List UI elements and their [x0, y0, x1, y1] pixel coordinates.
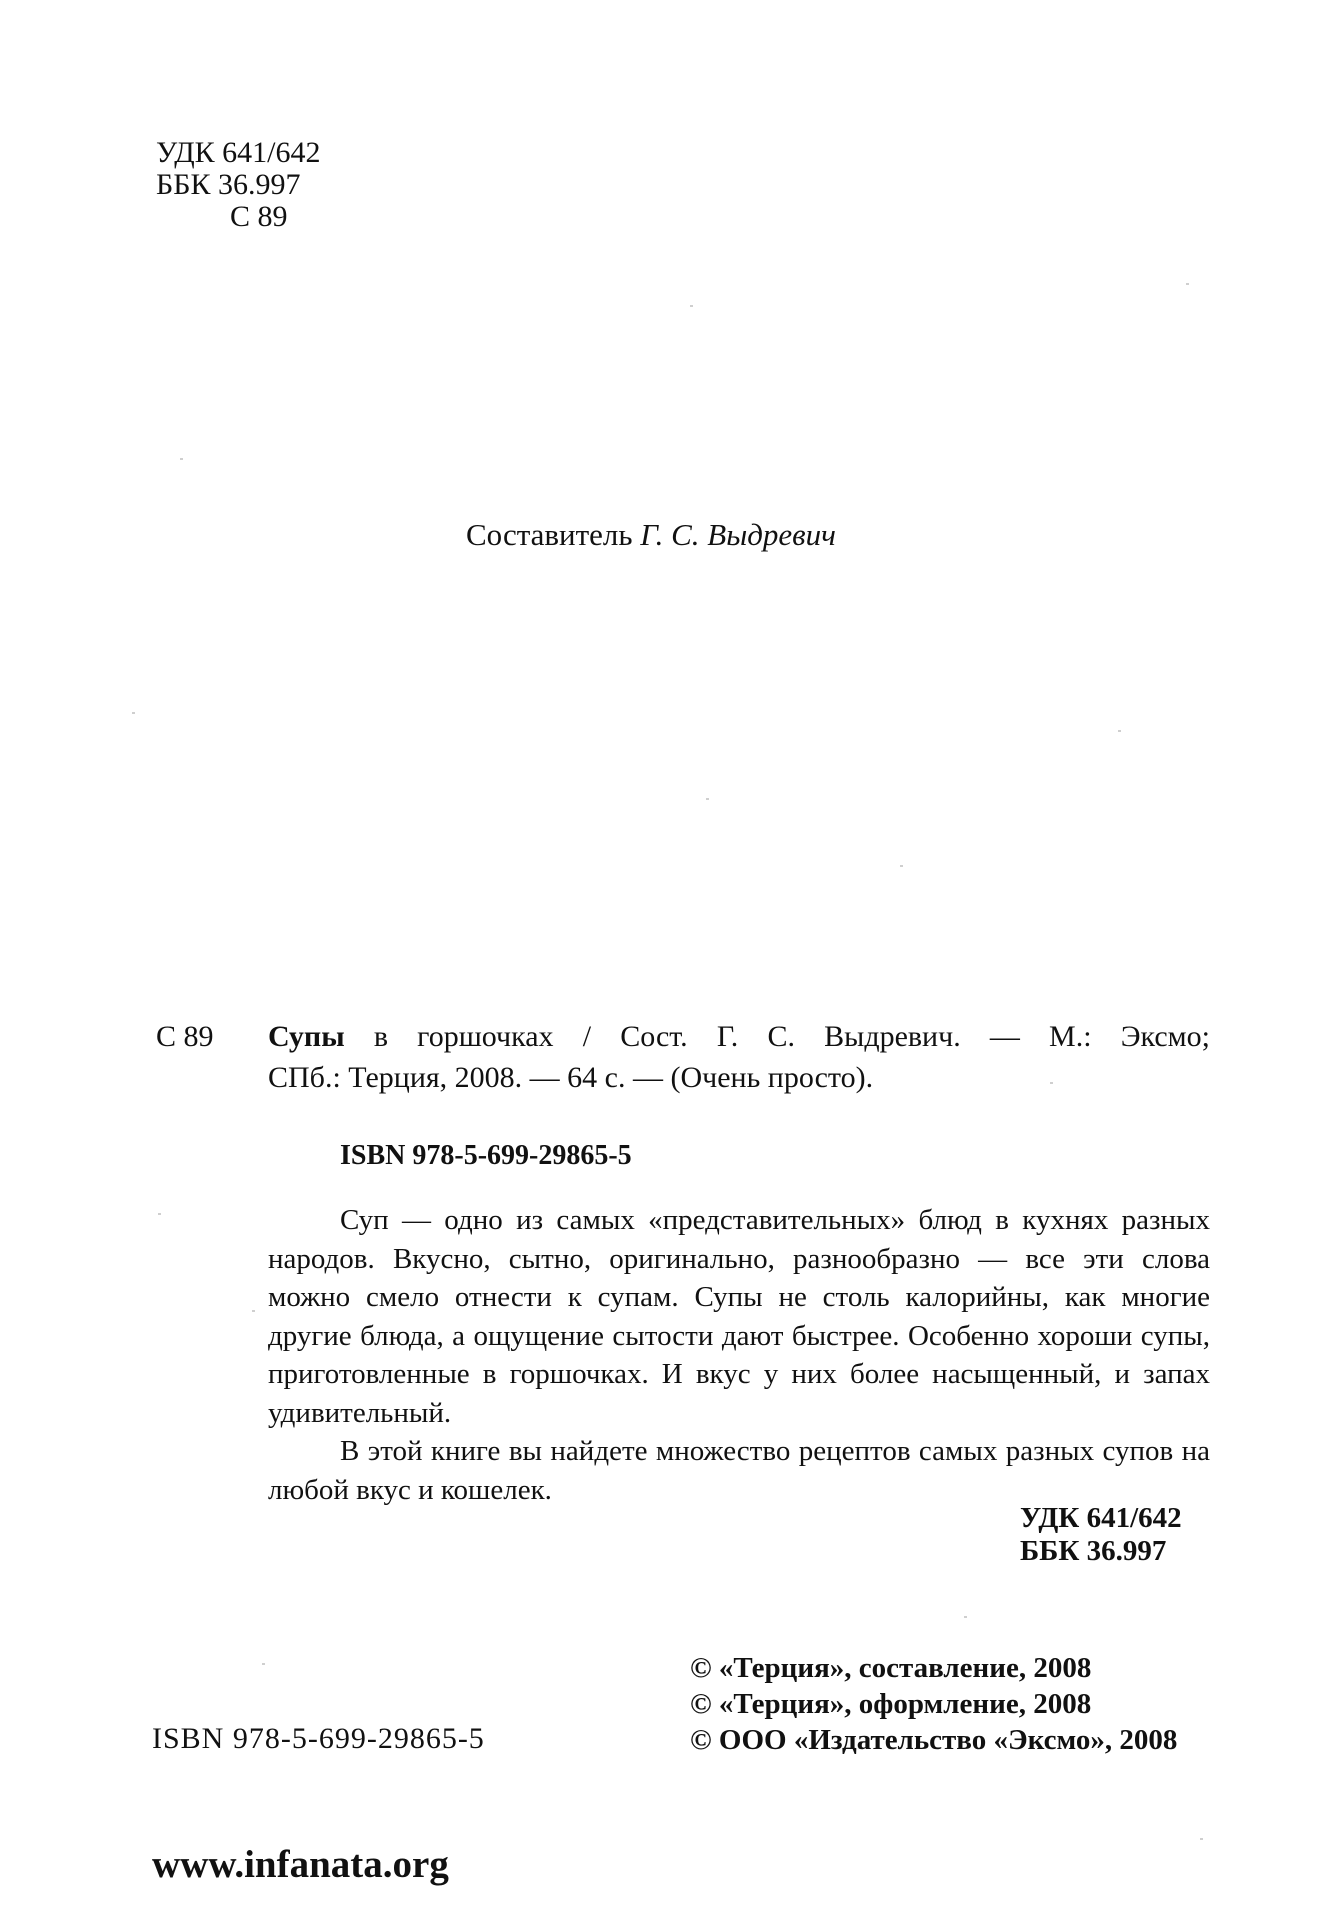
udk-code: УДК 641/642	[156, 136, 321, 169]
copyright-block	[690, 1650, 1177, 1758]
bib-record-details: в горшочках / Сост. Г. С. Выдревич. — М.: Эксмо;	[344, 1020, 1210, 1053]
scan-speck	[900, 865, 903, 867]
scan-speck	[1186, 283, 1189, 285]
bib-record-line-2: СПб.: Терция, 2008. — 64 с. — (Очень просто).	[268, 1061, 874, 1094]
scan-speck	[132, 712, 135, 714]
bib-record-line-1	[268, 1020, 1210, 1054]
scan-speck	[158, 1213, 161, 1215]
scan-speck	[690, 305, 693, 307]
scan-speck	[180, 458, 183, 460]
annotation-paragraph-2: В этой книге вы найдете множество рецептов самых разных супов на любой вкус и кошелек.	[268, 1435, 1210, 1506]
author-mark: С 89	[230, 200, 288, 233]
scan-speck	[262, 1663, 265, 1665]
isbn-main: ISBN 978-5-699-29865-5	[340, 1140, 632, 1171]
book-title: Супы	[268, 1020, 345, 1053]
scan-speck	[252, 1310, 255, 1312]
copyright-line: © «Терция», составление, 2008	[690, 1652, 1092, 1684]
udk-bottom: УДК 641/642	[1020, 1502, 1182, 1534]
scan-speck	[1050, 1082, 1053, 1084]
bbk-code: ББК 36.997	[156, 168, 301, 201]
scan-speck	[1200, 1838, 1203, 1840]
classification-block	[156, 137, 321, 233]
scan-speck	[964, 1616, 967, 1618]
bbk-bottom: ББК 36.997	[1020, 1535, 1167, 1567]
bottom-classification	[1020, 1502, 1182, 1568]
compiler-line	[466, 517, 836, 553]
annotation-paragraph-1: Суп — одно из самых «представительных» блюд в кухнях разных народов. Вкусно, сытно, оригинально, разнообразно — все эти слова можно смело отнести к супам. Супы не столь калорийны, как многие другие блюда, а ощущение сытости дают быстрее. Особенно хороши супы, приготовленные в горшочках. И вкус у них более насыщенный, и запах удивительный.	[268, 1204, 1210, 1429]
bib-author-mark: С 89	[156, 1020, 214, 1053]
annotation	[268, 1201, 1210, 1509]
copyright-line: © «Терция», оформление, 2008	[690, 1688, 1092, 1720]
isbn-bottom: ISBN 978-5-699-29865-5	[152, 1722, 485, 1755]
scan-speck	[1118, 730, 1121, 732]
scan-speck	[706, 798, 709, 800]
compiler-label: Составитель	[466, 517, 633, 552]
website-link[interactable]: www.infanata.org	[152, 1843, 449, 1886]
compiler-name: Г. С. Выдревич	[640, 517, 836, 552]
copyright-line: © ООО «Издательство «Эксмо», 2008	[690, 1724, 1178, 1756]
